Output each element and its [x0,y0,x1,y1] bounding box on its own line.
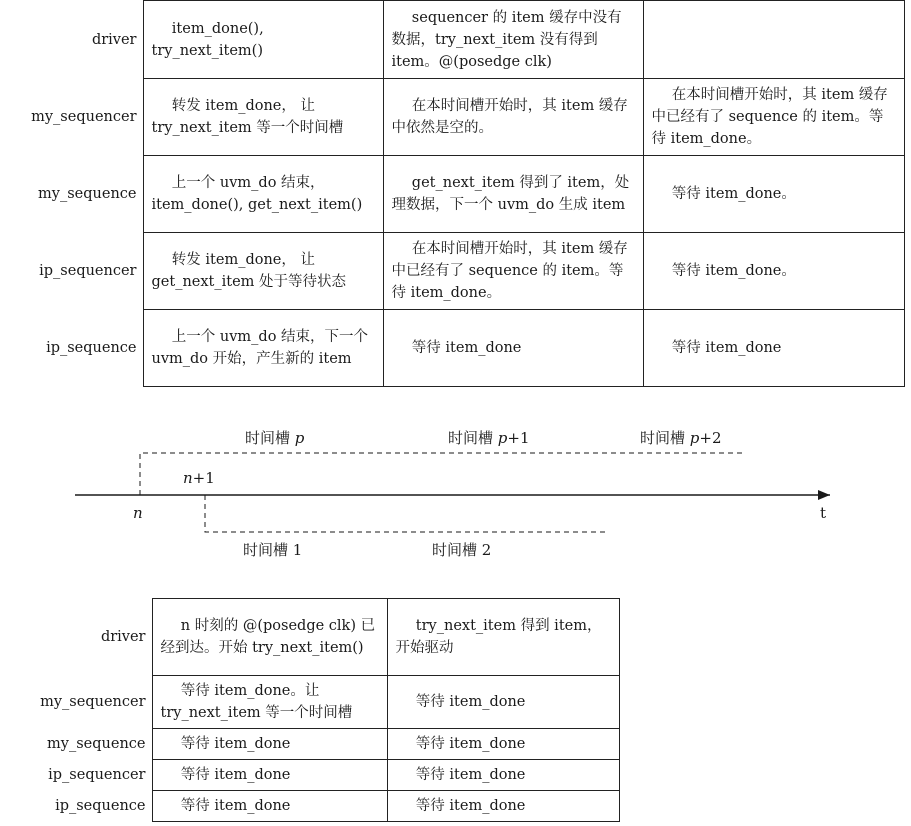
table-row [0,791,619,822]
lower-slot-label: 时间槽 2 [432,541,492,559]
lower-slot-bracket [205,495,608,532]
cell: 等待 item_done [387,676,619,729]
cell: 转发 item_done， 让 try_next_item 等一个时间槽 [143,79,383,156]
cell: 等待 item_done [387,791,619,822]
table-row [0,1,904,79]
upper-slot-label: 时间槽 p+2 [640,429,722,447]
cell: get_next_item 得到了 item，处理数据，下一个 uvm_do 生成 item [383,156,643,233]
row-label-driver: driver [100,629,146,645]
bottom-timing-table [0,598,620,822]
cell: 等待 item_done [387,760,619,791]
cell: 上一个 uvm_do 结束，item_done(), get_next_item() [143,156,383,233]
cell: 在本时间槽开始时，其 item 缓存中已经有了 sequence 的 item。等待 item_done。 [643,79,904,156]
cell: 等待 item_done [387,729,619,760]
cell: n 时刻的 @(posedge clk) 已经到达。开始 try_next_item() [152,599,387,676]
cell: 等待 item_done [383,310,643,387]
upper-slot-label: 时间槽 p+1 [448,429,530,447]
cell: 在本时间槽开始时，其 item 缓存中依然是空的。 [383,79,643,156]
cell: try_next_item 得到 item，开始驱动 [387,599,619,676]
table-row [0,79,904,156]
row-label-driver: driver [91,31,137,48]
lower-slot-label: 时间槽 1 [243,541,303,559]
cell: 等待 item_done。 [643,233,904,310]
cell: 等待 item_done [152,760,387,791]
row-label-my-sequencer: my_sequencer [31,109,137,125]
table-row [0,760,619,791]
cell: 等待 item_done。让 try_next_item 等一个时间槽 [152,676,387,729]
cell: item_done(), try_next_item() [143,1,383,79]
row-label-my-sequence: my_sequence [38,186,137,202]
table-row [0,599,619,676]
time-n-label: n [133,504,143,522]
row-label-ip-sequence: ip_sequence [55,798,146,814]
cell: 在本时间槽开始时，其 item 缓存中已经有了 sequence 的 item。等待 item_done。 [383,233,643,310]
row-label-ip-sequencer: ip_sequencer [39,263,137,279]
table-row [0,310,904,387]
cell: 上一个 uvm_do 结束，下一个 uvm_do 开始，产生新的 item [143,310,383,387]
row-label-ip-sequence: ip_sequence [46,340,137,356]
upper-slot-label: 时间槽 p [245,429,305,447]
cell: sequencer 的 item 缓存中没有数据，try_next_item 没有得到 item。@(posedge clk) [383,1,643,79]
table-row [0,676,619,729]
timeline-diagram [0,415,911,565]
upper-slot-bracket [140,453,742,495]
axis-label-t: t [820,504,827,522]
table-row [0,729,619,760]
cell: 等待 item_done。 [643,156,904,233]
row-label-ip-sequencer: ip_sequencer [48,767,146,783]
top-timing-table [0,0,905,387]
table-row [0,233,904,310]
cell: 转发 item_done， 让 get_next_item 处于等待状态 [143,233,383,310]
cell [643,1,904,79]
cell: 等待 item_done [152,729,387,760]
row-label-my-sequencer: my_sequencer [40,694,146,710]
row-label-my-sequence: my_sequence [47,736,146,752]
table-row [0,156,904,233]
time-n-plus-1-label: n+1 [183,469,215,487]
cell: 等待 item_done [152,791,387,822]
cell: 等待 item_done [643,310,904,387]
